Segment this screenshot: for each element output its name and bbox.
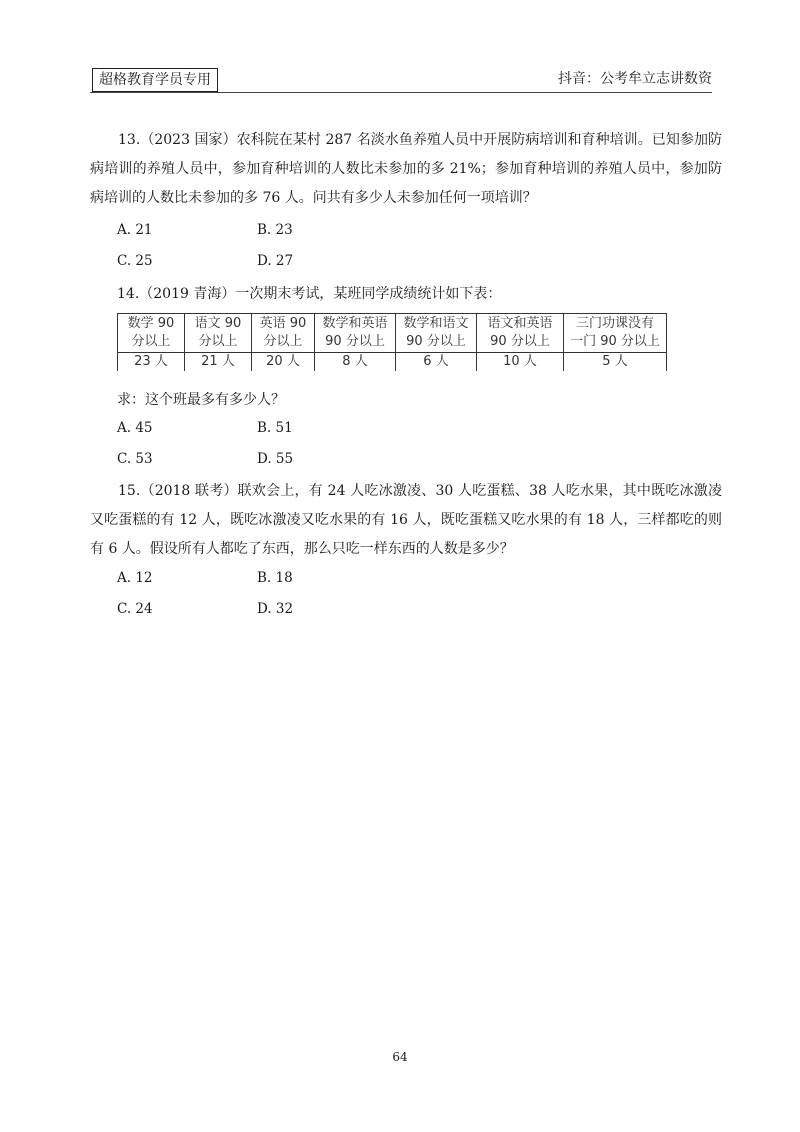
header-rule [90, 92, 712, 93]
table-header-cell: 英语 90 分以上 [252, 314, 315, 353]
header-badge: 超格教育学员专用 [92, 68, 218, 92]
score-table [117, 313, 667, 371]
table-cell: 5 人 [564, 353, 667, 372]
header-source: 抖音：公考牟立志讲数资 [558, 71, 712, 87]
question-15 [90, 477, 722, 564]
table-header-row [118, 314, 667, 353]
question-15-text: 15.（2018 联考）联欢会上，有 24 人吃冰激凌、30 人吃蛋糕、38 人吃水果，其中既吃冰激凌又吃蛋糕的有 12 人，既吃冰激凌又吃水果的有 16 人，既吃蛋糕又吃水果的有 18 人，三样都吃的则有 6 人。假设所有人都吃了东西，那么只吃一样东西的人数是多少？ [90, 483, 722, 557]
option-d[interactable]: D. 27 [257, 253, 294, 269]
question-14-ask: 求：这个班最多有多少人？ [117, 392, 285, 408]
option-c[interactable]: C. 25 [117, 253, 153, 269]
table-cell: 10 人 [477, 353, 564, 372]
table-header-cell: 数学和语文 90 分以上 [396, 314, 477, 353]
table-cell: 8 人 [315, 353, 396, 372]
option-b[interactable]: B. 51 [257, 420, 293, 436]
table-header-cell: 三门功课没有 一门 90 分以上 [564, 314, 667, 353]
option-d[interactable]: D. 55 [257, 451, 294, 467]
table-header-cell: 语文和英语 90 分以上 [477, 314, 564, 353]
option-d[interactable]: D. 32 [257, 601, 294, 617]
question-13-text: 13.（2023 国家）农科院在某村 287 名淡水鱼养殖人员中开展防病培训和育种培训。已知参加防病培训的养殖人员中，参加育种培训的人数比未参加的多 21%；参加育种培训的养殖人员中，参加防病培训的人数比未参加的多 76 人。问共有多少人未参加任何一项培训？ [90, 132, 722, 206]
table-cell: 23 人 [118, 353, 185, 372]
question-13 [90, 126, 722, 213]
option-a[interactable]: A. 21 [117, 222, 153, 238]
table-value-row [118, 353, 667, 372]
table-header-cell: 数学和英语 90 分以上 [315, 314, 396, 353]
option-b[interactable]: B. 23 [257, 222, 293, 238]
option-a[interactable]: A. 45 [117, 420, 153, 436]
table-cell: 20 人 [252, 353, 315, 372]
table-cell: 21 人 [185, 353, 252, 372]
table-header-cell: 数学 90 分以上 [118, 314, 185, 353]
question-14-intro: 14.（2019 青海）一次期末考试，某班同学成绩统计如下表： [117, 286, 502, 302]
table-cell: 6 人 [396, 353, 477, 372]
page-number: 64 [392, 1050, 408, 1064]
option-c[interactable]: C. 53 [117, 451, 153, 467]
option-c[interactable]: C. 24 [117, 601, 153, 617]
option-b[interactable]: B. 18 [257, 570, 293, 586]
option-a[interactable]: A. 12 [117, 570, 153, 586]
table-header-cell: 语文 90 分以上 [185, 314, 252, 353]
